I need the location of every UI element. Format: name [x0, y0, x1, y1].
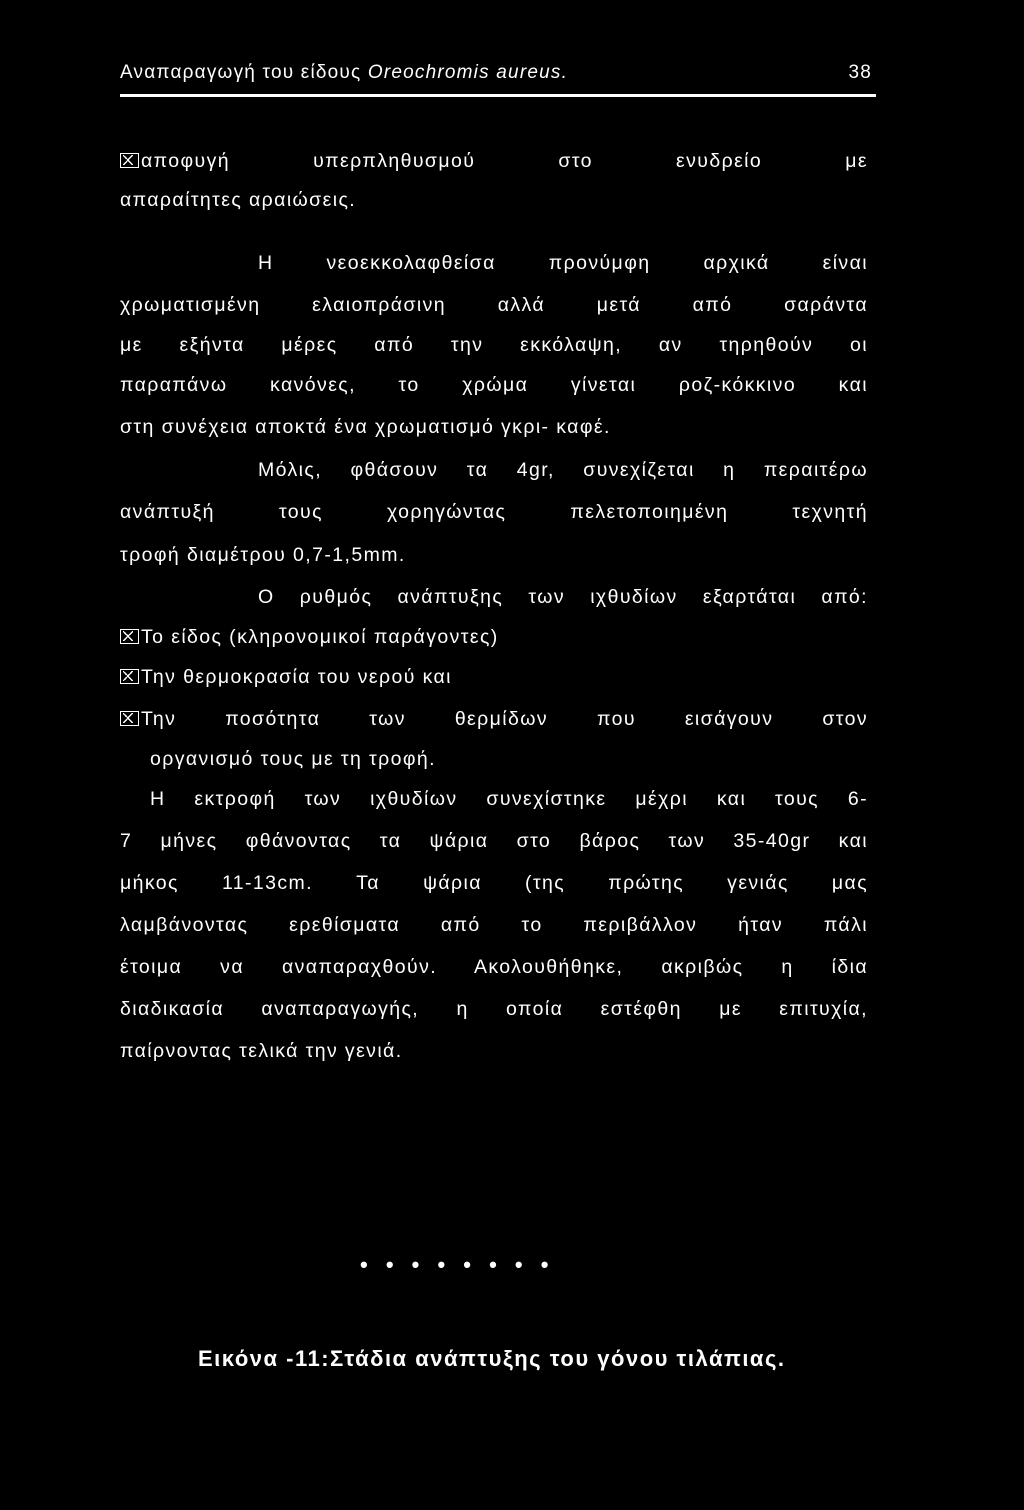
figure-placeholder-dots: • • • • • • • •	[360, 1252, 555, 1277]
header-title-prefix: Αναπαραγωγή του είδους	[120, 62, 368, 83]
text-line: στη συνέχεια αποκτά ένα χρωματισμό γκρι- καφέ.	[120, 416, 611, 438]
text-line: τροφή διαμέτρου 0,7-1,5mm.	[120, 544, 406, 566]
bullet-line	[120, 704, 868, 734]
text-line: Την ποσότητα των θερμίδων που εισάγουν στον	[141, 708, 868, 730]
running-header	[120, 62, 872, 94]
page-number: 38	[848, 62, 872, 83]
text-line: 7 μήνες φθάνοντας τα ψάρια στο βάρος των 35-40gr και	[120, 830, 868, 852]
text-line: αποφυγή υπερπληθυσμού στο ενυδρείο με	[141, 150, 868, 172]
text-line: με εξήντα μέρες από την εκκόλαψη, αν τηρηθούν οι	[120, 334, 868, 356]
text-line: οργανισμό τους με τη τροφή.	[150, 748, 436, 770]
bullet-icon	[120, 153, 139, 168]
paragraph-first-line: Μόλις, φθάσουν τα 4gr, συνεχίζεται η περαιτέρω	[258, 459, 868, 481]
bullet-line	[120, 622, 868, 652]
text-line: μήκος 11-13cm. Τα ψάρια (της πρώτης γενιάς μας	[120, 872, 868, 894]
bullet-icon	[120, 629, 139, 644]
header-title	[120, 62, 568, 84]
text-line: χρωματισμένη ελαιοπράσινη αλλά μετά από σαράντα	[120, 294, 868, 316]
text-line: απαραίτητες αραιώσεις.	[120, 189, 357, 211]
paragraph-first-line: Η νεοεκκολαφθείσα προνύμφη αρχικά είναι	[258, 252, 868, 274]
header-species-name: Oreochromis aureus.	[367, 62, 569, 83]
paragraph-first-line: Ο ρυθμός ανάπτυξης των ιχθυδίων εξαρτάται από:	[258, 586, 868, 608]
text-line: λαμβάνοντας ερεθίσματα από το περιβάλλον ήταν πάλι	[120, 914, 868, 936]
text-line: Την θερμοκρασία του νερού και	[141, 666, 452, 688]
bullet-line	[120, 662, 868, 692]
bullet-line	[120, 146, 868, 176]
bullet-icon	[120, 711, 139, 726]
paragraph-first-line: Η εκτροφή των ιχθυδίων συνεχίστηκε μέχρι και τους 6-	[150, 788, 868, 810]
bullet-icon	[120, 669, 139, 684]
figure-caption: Εικόνα -11:Στάδια ανάπτυξης του γόνου τιλάπιας.	[198, 1346, 786, 1371]
text-line: ανάπτυξή τους χορηγώντας πελετοποιημένη τεχνητή	[120, 501, 868, 523]
header-rule	[120, 94, 876, 97]
text-line: παίρνοντας τελικά την γενιά.	[120, 1040, 403, 1062]
text-line: Το είδος (κληρονομικοί παράγοντες)	[141, 626, 499, 648]
text-line: έτοιμα να αναπαραχθούν. Ακολουθήθηκε, ακριβώς η ίδια	[120, 956, 868, 978]
text-line: παραπάνω κανόνες, το χρώμα γίνεται ροζ-κόκκινο και	[120, 374, 868, 396]
text-line: διαδικασία αναπαραγωγής, η οποία εστέφθη με επιτυχία,	[120, 998, 868, 1020]
